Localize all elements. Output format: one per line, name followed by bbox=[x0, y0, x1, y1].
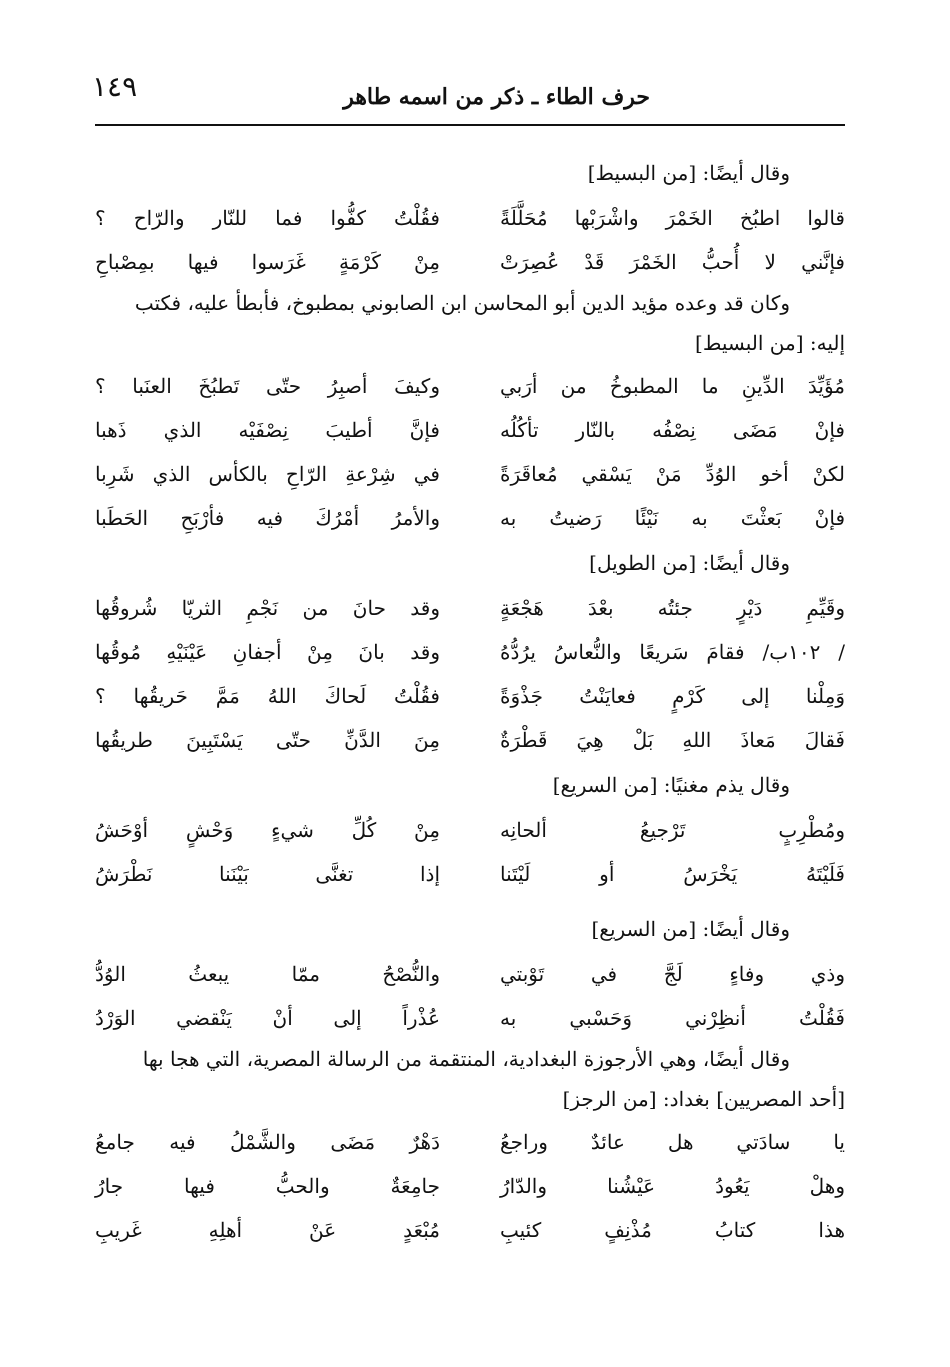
second-hemistich: فقُلْتُ لَحاكَ اللهُ مَمَّ حَريقُها ؟ bbox=[95, 684, 440, 708]
first-hemistich: وذي وفاءٍ لَجَّ في تَوْبتي bbox=[500, 962, 845, 986]
running-header: حرف الطاء ـ ذكر من اسمه طاهر bbox=[343, 84, 650, 110]
first-hemistich: فإنْ بَعثْتَ به نَيْئًا رَضيتُ به bbox=[500, 506, 845, 530]
prose-line: وقال أيضًا، وهي الأرجوزة البغدادية، المنتقمة من الرسالة المصرية، التي هجا بها bbox=[142, 1047, 790, 1071]
second-hemistich: وقد حانَ من نَجْمِ الثريّا شُروقُها bbox=[95, 596, 440, 620]
verse-line bbox=[95, 196, 845, 240]
first-hemistich: فَلَيْتَهُ يَخْرَسُ أو لَيْتَنا bbox=[500, 862, 845, 886]
second-hemistich: مُبْعَدٍ عَنْ أهلِهِ غَريبِ bbox=[95, 1218, 440, 1242]
second-hemistich: والنُّصْحُ ممّا يبعثُ الوُدُّ bbox=[95, 962, 440, 986]
verse-line bbox=[95, 718, 845, 762]
first-hemistich: فَقُلْتُ أنظِرْني وَحَسْبي به bbox=[500, 1006, 845, 1030]
verse-line bbox=[95, 674, 845, 718]
poem-intro: وقال أيضًا: [من السريع] bbox=[591, 917, 790, 941]
verse-line bbox=[95, 852, 845, 896]
second-hemistich: فقُلْتُ كفُّوا فما للنّار والرّاح ؟ bbox=[95, 206, 440, 230]
first-hemistich: يا سادَتي هل عائدٌ وراجعُ bbox=[500, 1130, 845, 1154]
second-hemistich: وقد بانَ مِنْ أجفانِ عَيْنَيْهِ مُوقُها bbox=[95, 640, 440, 664]
verse-line bbox=[95, 364, 845, 408]
second-hemistich: جامِعَةٌ والحبُّ فيها جارُ bbox=[95, 1174, 440, 1198]
second-hemistich: عُذْراً إلى أنْ يَنْقضي الوَرْدُ bbox=[95, 1006, 440, 1030]
spacer bbox=[95, 896, 845, 906]
first-hemistich: وهلْ يَعُودُ عَيْشُنا والدّارُ bbox=[500, 1174, 845, 1198]
first-hemistich: فَقالَ مَعاذَ اللهِ بَلْ هِيَ قَطْرَةٌ bbox=[500, 728, 845, 752]
first-hemistich: فإنْ مَضَى نِصْفُه بالنّار تأكُلُه bbox=[500, 418, 845, 442]
verse-line bbox=[95, 1164, 845, 1208]
first-hemistich: لكنْ أخو الوُدِّ مَنْ يَسْقي مُعاقَرَةً bbox=[500, 462, 845, 486]
first-hemistich: وقَيِّمِ دَيْرٍ جئتُه بعْدَ هَجْعَةٍ bbox=[500, 596, 845, 620]
verse-line bbox=[95, 952, 845, 996]
verse-line bbox=[95, 586, 845, 630]
second-hemistich: إذا تغنَّى بَيْنَنا نَطْرَشُ bbox=[95, 862, 440, 886]
verse-line bbox=[95, 452, 845, 496]
verse-line bbox=[95, 496, 845, 540]
second-hemistich: وكيفَ أصبِرُ حتّى تَطبُخَ العنَبا ؟ bbox=[95, 374, 440, 398]
first-hemistich: ومُطْرِبٍ تَرْجيعُ ألحانِه bbox=[500, 818, 845, 842]
prose-paragraph bbox=[95, 284, 845, 364]
second-hemistich: مِنْ كُلِّ شيءٍ وَحْشٍ أوْحَشُ bbox=[95, 818, 440, 842]
verse-line bbox=[95, 240, 845, 284]
second-hemistich: دَهْرٌ مَضَى والشَّمْلُ فيه جامعُ bbox=[95, 1130, 440, 1154]
second-hemistich: في شِرْعةِ الرّاحِ بالكأس الذي شَرِبا bbox=[95, 462, 440, 486]
prose-line: وكان قد وعده مؤيد الدين أبو المحاسن ابن الصابوني بمطبوخ، فأبطأ عليه، فكتب bbox=[134, 291, 790, 315]
verse-line bbox=[95, 808, 845, 852]
second-hemistich: مِنْ كَرْمَةٍ غَرَسوا فيها بمِصْباحِ bbox=[95, 250, 440, 274]
verse-line bbox=[95, 630, 845, 674]
second-hemistich: والأمرُ أمْرُكَ فيه فأرْبَحِ الحَطَبا bbox=[95, 506, 440, 530]
first-hemistich: مُؤَيِّدَ الدِّينِ ما المطبوخُ من أرَبي bbox=[500, 374, 845, 398]
verse-line bbox=[95, 1208, 845, 1252]
poem-intro: وقال يذم مغنيًا: [من السريع] bbox=[552, 773, 790, 797]
poem-intro: وقال أيضًا: [من البسيط] bbox=[587, 161, 790, 185]
first-hemistich: هذا كتابُ مُذْنِفٍ كئيبِ bbox=[500, 1218, 845, 1242]
second-hemistich: فإنَّ أطيبَ نِصْفَيْه الذي ذَهبا bbox=[95, 418, 440, 442]
verse-line bbox=[95, 996, 845, 1040]
page-number: ١٤٩ bbox=[92, 70, 138, 103]
first-hemistich: فإنَّني لا أُحبُّ الخَمْرَ قَدْ عُصِرَتْ bbox=[500, 250, 845, 274]
prose-line: [أحد المصريين] بغداد: [من الرجز] bbox=[562, 1087, 845, 1111]
prose-line: إليه: [من البسيط] bbox=[695, 331, 845, 355]
header-rule bbox=[95, 124, 845, 126]
prose-paragraph bbox=[95, 1040, 845, 1120]
verse-line bbox=[95, 1120, 845, 1164]
verse-line bbox=[95, 408, 845, 452]
first-hemistich: قالوا اطبُخ الخَمْرَ واشْرَبْها مُحَلَّلَةً bbox=[500, 206, 845, 230]
second-hemistich: مِنَ الدَّنِّ حتّى يَسْتَبِينَ طريقُها bbox=[95, 728, 440, 752]
poem-intro: وقال أيضًا: [من الطويل] bbox=[589, 551, 790, 575]
first-hemistich: / ١٠٢ب/ فقامَ سَريعًا والنُّعاسُ يرُدُّهُ bbox=[500, 640, 845, 664]
first-hemistich: وَمِلْنا إلى كَرْمٍ فعايَنْتُ جَذْوَةً bbox=[500, 684, 845, 708]
page-body bbox=[95, 150, 845, 1252]
